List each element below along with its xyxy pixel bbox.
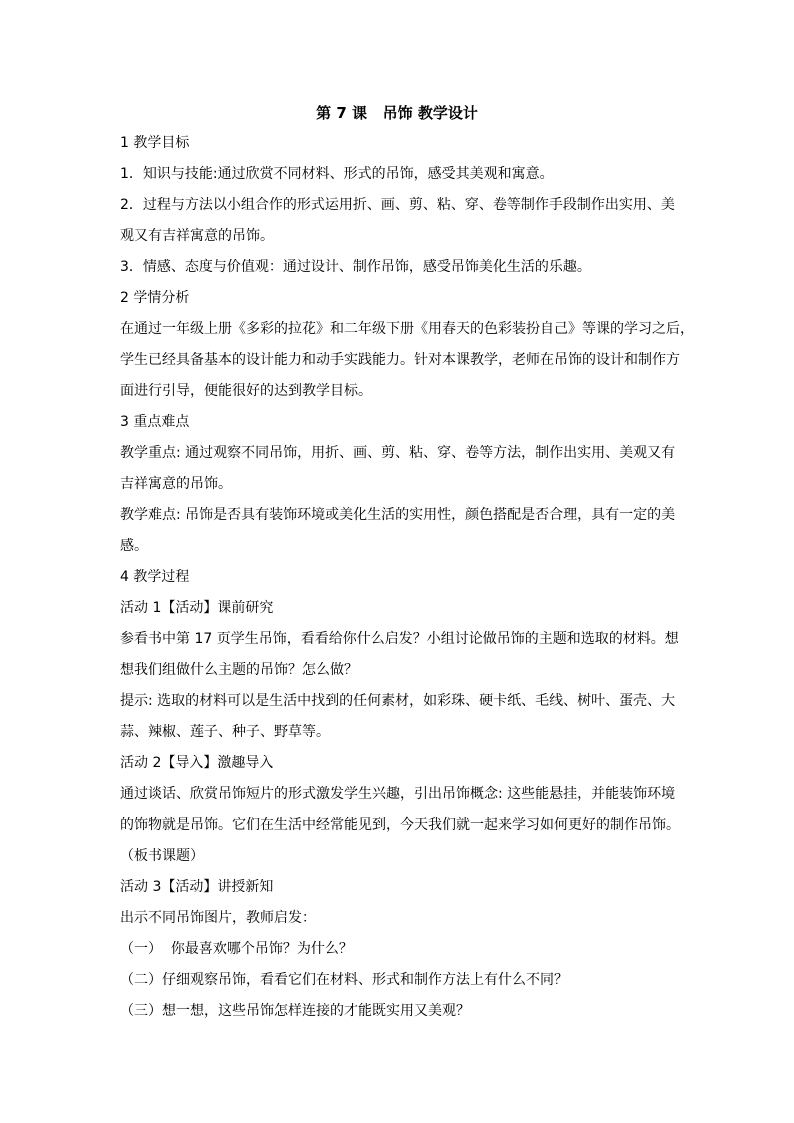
paragraph-line: 通过谈话、欣赏吊饰短片的形式激发学生兴趣，引出吊饰概念: 这些能悬挂，并能装饰环境 xyxy=(120,786,676,802)
heading-key-difficult-points: 3 重点难点 xyxy=(120,414,190,430)
activity-heading: 活动 1【活动】课前研究 xyxy=(120,600,274,616)
paragraph-line: 感。 xyxy=(120,538,148,554)
paragraph-line: （板书课题） xyxy=(120,848,204,864)
paragraph-line: 蒜、辣椒、莲子、种子、野草等。 xyxy=(120,724,330,740)
list-item: （一） 你最喜欢哪个吊饰？为什么？ xyxy=(120,941,353,957)
paragraph-line: 面进行引导，便能很好的达到教学目标。 xyxy=(120,383,372,399)
paragraph-line: 1．知识与技能:通过欣赏不同材料、形式的吊饰，感受其美观和寓意。 xyxy=(120,166,554,182)
heading-teaching-objectives: 1 教学目标 xyxy=(120,135,190,151)
activity-heading: 活动 3【活动】讲授新知 xyxy=(120,879,274,895)
paragraph-line: 提示: 选取的材料可以是生活中找到的任何素材，如彩珠、硬卡纸、毛线、树叶、蛋壳、大 xyxy=(120,693,676,709)
paragraph-line: 2．过程与方法以小组合作的形式运用折、画、剪、粘、穿、卷等制作手段制作出实用、美 xyxy=(120,197,675,213)
document-title: 第 7 课 吊饰 教学设计 xyxy=(316,104,478,122)
heading-learner-analysis: 2 学情分析 xyxy=(120,290,190,306)
paragraph-line: 3．情感、态度与价值观：通过设计、制作吊饰，感受吊饰美化生活的乐趣。 xyxy=(120,259,591,275)
paragraph-line: 参看书中第 17 页学生吊饰，看看给你什么启发？小组讨论做吊饰的主题和选取的材料。想 xyxy=(120,631,679,647)
list-item: （二）仔细观察吊饰，看看它们在材料、形式和制作方法上有什么不同？ xyxy=(120,972,568,988)
paragraph-line: 教学重点: 通过观察不同吊饰，用折、画、剪、粘、穿、卷等方法，制作出实用、美观又有 xyxy=(120,445,676,461)
paragraph-line: 的饰物就是吊饰。它们在生活中经常能见到，今天我们就一起来学习如何更好的制作吊饰。 xyxy=(120,817,680,833)
heading-teaching-process: 4 教学过程 xyxy=(120,569,190,585)
paragraph-line: 观又有吉祥寓意的吊饰。 xyxy=(120,228,274,244)
activity-heading: 活动 2【导入】激趣导入 xyxy=(120,755,274,771)
paragraph-line: 学生已经具备基本的设计能力和动手实践能力。针对本课教学，老师在吊饰的设计和制作方 xyxy=(120,352,680,368)
paragraph-line: 想我们组做什么主题的吊饰？怎么做？ xyxy=(120,662,358,678)
list-item: （三）想一想，这些吊饰怎样连接的才能既实用又美观？ xyxy=(120,1003,470,1019)
paragraph-line: 出示不同吊饰图片，教师启发： xyxy=(120,910,316,926)
paragraph-line: 在通过一年级上册《多彩的拉花》和二年级下册《用春天的色彩装扮自己》等课的学习之后， xyxy=(120,321,694,337)
paragraph-line: 教学难点: 吊饰是否具有装饰环境或美化生活的实用性，颜色搭配是否合理，具有一定的美 xyxy=(120,507,676,523)
paragraph-line: 吉祥寓意的吊饰。 xyxy=(120,476,232,492)
